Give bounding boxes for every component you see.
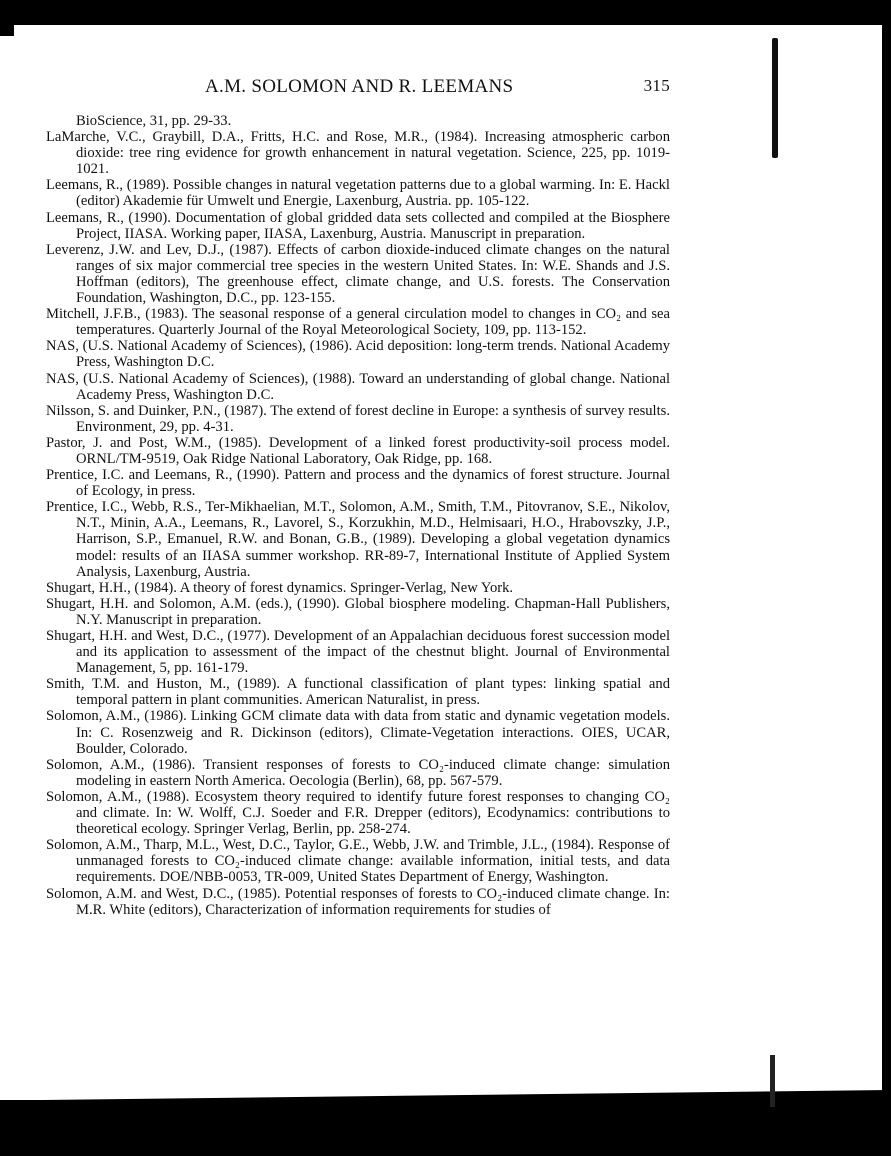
reference-entry: Solomon, A.M., (1988). Ecosystem theory required to identify future forest responses to changing CO₂ and climate. In: W. Wolff, C.J. Soeder and F.R. Drepper (editors), Ecodynamics: contributions to theoretical ecology. Springer Verlag, Berlin, pp. 258-274. [46, 788, 670, 838]
reference-entry: Leemans, R., (1989). Possible changes in natural vegetation patterns due to a global warming. In: E. Hackl (editor) Akademie für Umwelt und Energie, Laxenburg, Austria. pp. 105-122. [46, 177, 670, 210]
reference-entry: LaMarche, V.C., Graybill, D.A., Fritts, H.C. and Rose, M.R., (1984). Increasing atmospheric carbon dioxide: tree ring evidence for growth enhancement in natural vegetation. Science, 225, pp. 1019-1021. [46, 129, 670, 178]
scan-corner [0, 0, 14, 36]
reference-entry: Solomon, A.M. and West, D.C., (1985). Potential responses of forests to CO₂-induced climate change. In: M.R. White (editors), Characterization of information requirements for studies of [46, 885, 670, 918]
reference-entry: Solomon, A.M., Tharp, M.L., West, D.C., Taylor, G.E., Webb, J.W. and Trimble, J.L., (1984). Response of unmanaged forests to CO₂-induced climate change: available information, initial tests, and data requirements. DOE/NBB-0053, TR-009, United States Department of Energy, Washington. [46, 837, 670, 886]
reference-entry: Shugart, H.H. and West, D.C., (1977). Development of an Appalachian deciduous forest succession model and its application to assessment of the impact of the chestnut blight. Journal of Environmental Management, 5, pp. 161-179. [46, 628, 670, 677]
binding-shadow-bottom [770, 1055, 775, 1107]
reference-entry: Mitchell, J.F.B., (1983). The seasonal response of a general circulation model to changes in CO₂ and sea temperatures. Quarterly Journal of the Royal Meteorological Society, 109, pp. 113-152. [46, 306, 670, 339]
running-head-title: A.M. SOLOMON AND R. LEEMANS [205, 76, 514, 97]
reference-entry: NAS, (U.S. National Academy of Sciences), (1986). Acid deposition: long-term trends. National Academy Press, Washington D.C. [46, 338, 670, 371]
reference-entry: Solomon, A.M., (1986). Linking GCM climate data with data from static and dynamic vegetation models. In: C. Rosenzweig and R. Dickinson (editors), Climate-Vegetation interactions. OIES, UCAR, Boulder, Colorado. [46, 708, 670, 757]
reference-entry: Shugart, H.H., (1984). A theory of forest dynamics. Springer-Verlag, New York. [46, 579, 514, 596]
reference-entry: Nilsson, S. and Duinker, P.N., (1987). The extend of forest decline in Europe: a synthesis of survey results. Environment, 29, pp. 4-31. [46, 402, 670, 435]
reference-continuation: BioScience, 31, pp. 29-33. [76, 113, 232, 129]
reference-entry: Prentice, I.C. and Leemans, R., (1990). Pattern and process and the dynamics of forest structure. Journal of Ecology, in press. [46, 467, 670, 500]
reference-entry: Leverenz, J.W. and Lev, D.J., (1987). Effects of carbon dioxide-induced climate changes on the natural ranges of six major commercial tree species in the western United States. In: W.E. Shands and J.S. Hoffman (editors), The greenhouse effect, climate change, and U.S. forests. The Conservation Foundation, Washington, D.C., pp. 123-155. [46, 241, 670, 307]
reference-entry: Pastor, J. and Post, W.M., (1985). Development of a linked forest productivity-soil process model. ORNL/TM-9519, Oak Ridge National Laboratory, Oak Ridge, pp. 168. [46, 434, 670, 467]
reference-entry: Smith, T.M. and Huston, M., (1989). A functional classification of plant types: linking spatial and temporal pattern in plant communities. American Naturalist, in press. [46, 676, 670, 709]
reference-list [46, 113, 670, 918]
running-head [205, 76, 675, 102]
page-number: 315 [643, 76, 670, 95]
binding-shadow-top [772, 38, 778, 158]
scan-border-right [882, 0, 891, 1156]
reference-entry: Prentice, I.C., Webb, R.S., Ter-Mikhaelian, M.T., Solomon, A.M., Smith, T.M., Pitovranov, S.E., Nikolov, N.T., Minin, A.A., Leemans, R., Lavorel, S., Korzukhin, M.D., Helmisaari, H.O., Hrabovszky, J.P., Harrison, S.P., Emanuel, R.W. and Bonan, G.B., (1989). Developing a global vegetation dynamics model: results of an IIASA summer workshop. RR-89-7, International Institute of Applied System Analysis, Laxenburg, Austria. [46, 499, 670, 580]
scan-border-top [0, 0, 891, 25]
reference-entry: NAS, (U.S. National Academy of Sciences), (1988). Toward an understanding of global change. National Academy Press, Washington D.C. [46, 370, 670, 403]
scan-border-bottom [0, 1100, 891, 1156]
reference-entry: Shugart, H.H. and Solomon, A.M. (eds.), (1990). Global biosphere modeling. Chapman-Hall Publishers, N.Y. Manuscript in preparation. [46, 595, 670, 628]
reference-entry: Leemans, R., (1990). Documentation of global gridded data sets collected and compiled at the Biosphere Project, IIASA. Working paper, IIASA, Laxenburg, Austria. Manuscript in preparation. [46, 209, 670, 242]
reference-entry: Solomon, A.M., (1986). Transient responses of forests to CO₂-induced climate change: simulation modeling in eastern North America. Oecologia (Berlin), 68, pp. 567-579. [46, 756, 670, 789]
